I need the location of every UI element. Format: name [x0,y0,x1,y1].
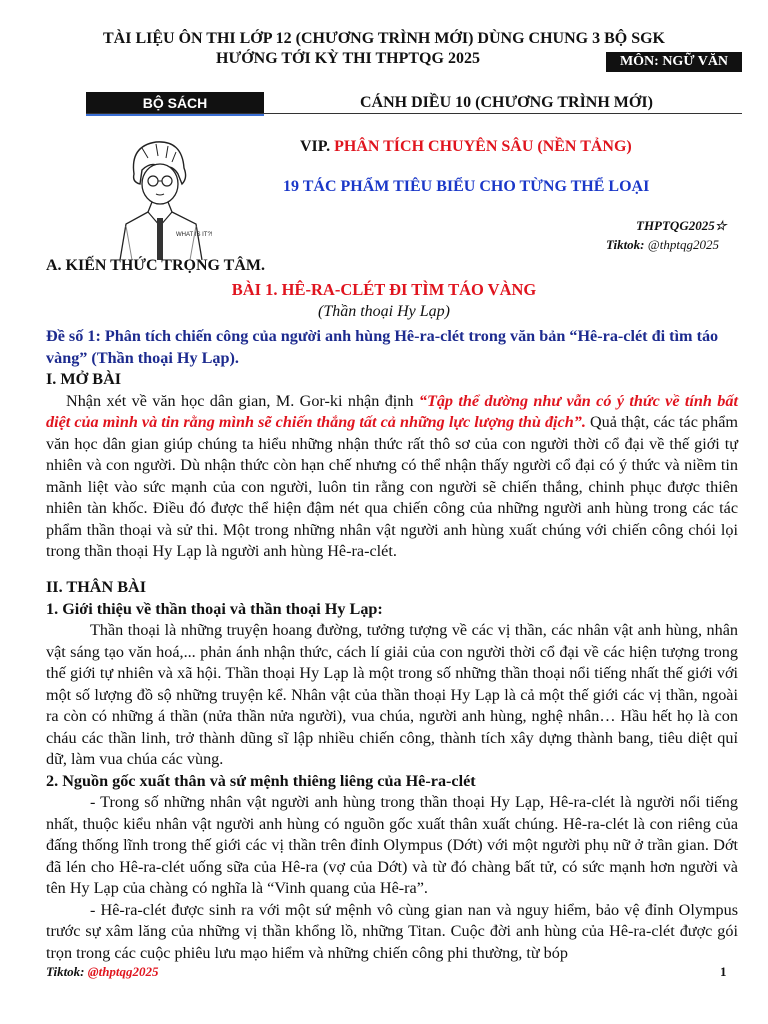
subsection-2-paragraph-1: - Trong số những nhân vật người anh hùng trong thần thoại Hy Lạp, Hê-ra-clét là người nổi tiếng nhất, thuộc kiểu nhân vật người anh hùng có nguồn gốc xuất thân xuất chúng. Hê-ra-clét là con riêng của đấng thống lĩnh trong thế giới các vị thần trên đỉnh Olympus (Dớt) với một người phụ nữ ở trần gian. Dớt đã lén cho Hê-ra-clét uống sữa của Hê-ra (vợ của Dớt) và từ đó chàng bất tử, có sức mạnh hơn người và tên Hy Lạp của chàng có nghĩa là “Vinh quang của Hê-ra”. [46,793,738,897]
lesson-subtitle: (Thần thoại Hy Lạp) [318,303,450,320]
vip-title: PHÂN TÍCH CHUYÊN SÂU (NỀN TẢNG) [334,138,632,155]
brand-name: THPTQG2025 [636,218,715,233]
part-1-heading: I. MỞ BÀI [46,370,122,388]
subsection-1-paragraph: Thần thoại là những truyện hoang đường, tưởng tượng về các vị thần, các nhân vật anh hùng, nhân vật sáng tạo văn hoá,... phản ánh nhận thức, cách lí giải của con người thời cổ đại về các hiện tượng trong thế giới tự nhiên và xã hội. Thần thoại Hy Lạp là một trong số những thần thoại nổi tiếng nhất thế giới với một số lượng đồ sộ những truyện kể. Nhân vật của thần thoại Hy Lạp là cả một thế giới các vị thần, ngoài ra còn có những á thần (nửa thần nửa người), vua chúa, người anh hùng, nghệ nhân… Hầu hết họ là con cháu các thần linh, trở thành dũng sĩ lập nhiều chiến công, thành tích xây dựng thành bang, tiêu diệt quỉ dữ, làm vua chúa các vùng. [46,621,738,768]
section-a-heading: A. KIẾN THỨC TRỌNG TÂM. [46,257,265,274]
header-line-2: HƯỚNG TỚI KỲ THI THPTQG 2025 [216,50,480,67]
character-drawing [112,134,213,260]
footer-tiktok [46,962,346,980]
gorki-quote: “Tập thể dường như vẫn có ý thức về tính bất diệt của mình và tin rằng mình sẽ chiến thắng tất cả những lực lượng thù địch”. [46,391,738,431]
page-number: 1 [720,964,727,979]
book-badge: BỘ SÁCH [86,92,264,116]
vip-heading [300,138,632,156]
tiktok-label: Tiktok: [606,237,645,252]
brand-label [636,218,726,234]
part-1-paragraph [46,391,738,563]
book-title: CÁNH DIỀU 10 (CHƯƠNG TRÌNH MỚI) [360,94,653,111]
subsection-1-heading: 1. Giới thiệu về thần thoại và thần thoại Hy Lạp: [46,599,383,618]
footer-tiktok-handle[interactable]: @thptqg2025 [87,964,159,979]
essay-prompt: Đề số 1: Phân tích chiến công của người anh hùng Hê-ra-clét trong văn bản “Hê-ra-clét đi tìm táo vàng” (Thần thoại Hy Lạp). [46,327,719,367]
tiktok-header [606,237,719,253]
part-2 [46,577,738,964]
illustration-caption: WHAT IS IT?! [176,232,213,238]
part-1-rest: Quả thật, các tác phẩm văn học dân gian giúp chúng ta hiểu những nhận thức rất thô sơ của con người thời cổ đại về thế giới tự nhiên và con người. Dù nhận thức còn hạn chế nhưng có thể nhận thấy người cổ đại có ý thức và niềm tin mãnh liệt vào sức mạnh của con người, luôn tin rằng con người sẽ chiến thắng, chinh phục được thiên nhiên tàn khốc. Điều đó được thể hiện đậm nét qua chiến công của những người anh hùng trong các tác phẩm thần thoại và sử thi. Một trong những nhân vật người anh hùng xuất chúng với chiến công chói lọi trong thần thoại Hy Lạp là người anh hùng Hê-ra-clét. [46,413,738,560]
anime-character-illustration [112,134,213,260]
subsection-2-paragraph-2: - Hê-ra-clét được sinh ra với một sứ mệnh vô cùng gian nan và nguy hiểm, bảo vệ đỉnh Olympus trước sự xâm lăng của những vị thần khổng lồ, những Titan. Cuộc đời anh hùng của Hê-ra-clét được gói trọn trong các cuộc phiêu lưu mạo hiểm và những chiến công phi thường, từ bóp [46,900,738,962]
part-1 [46,369,738,563]
part-2-heading: II. THÂN BÀI [46,578,147,596]
part-1-lead: Nhận xét về văn học dân gian, M. Gor-ki nhận định [66,391,419,410]
works-title: 19 TÁC PHẨM TIÊU BIỂU CHO TỪNG THỂ LOẠI [283,178,650,195]
header-line-1: TÀI LIỆU ÔN THI LỚP 12 (CHƯƠNG TRÌNH MỚI) DÙNG CHUNG 3 BỘ SGK [103,30,665,47]
vip-prefix: VIP. [300,138,331,155]
header-divider [86,113,742,114]
tiktok-handle[interactable]: @thptqg2025 [647,237,719,252]
subsection-2-heading: 2. Nguồn gốc xuất thân và sứ mệnh thiêng liêng của Hê-ra-clét [46,771,476,790]
brand-mark-icon: ☆ [714,218,727,233]
lesson-title: BÀI 1. HÊ-RA-CLÉT ĐI TÌM TÁO VÀNG [231,280,537,299]
subject-badge: MÔN: NGỮ VĂN [606,52,742,72]
footer-tiktok-label: Tiktok: [46,964,85,979]
